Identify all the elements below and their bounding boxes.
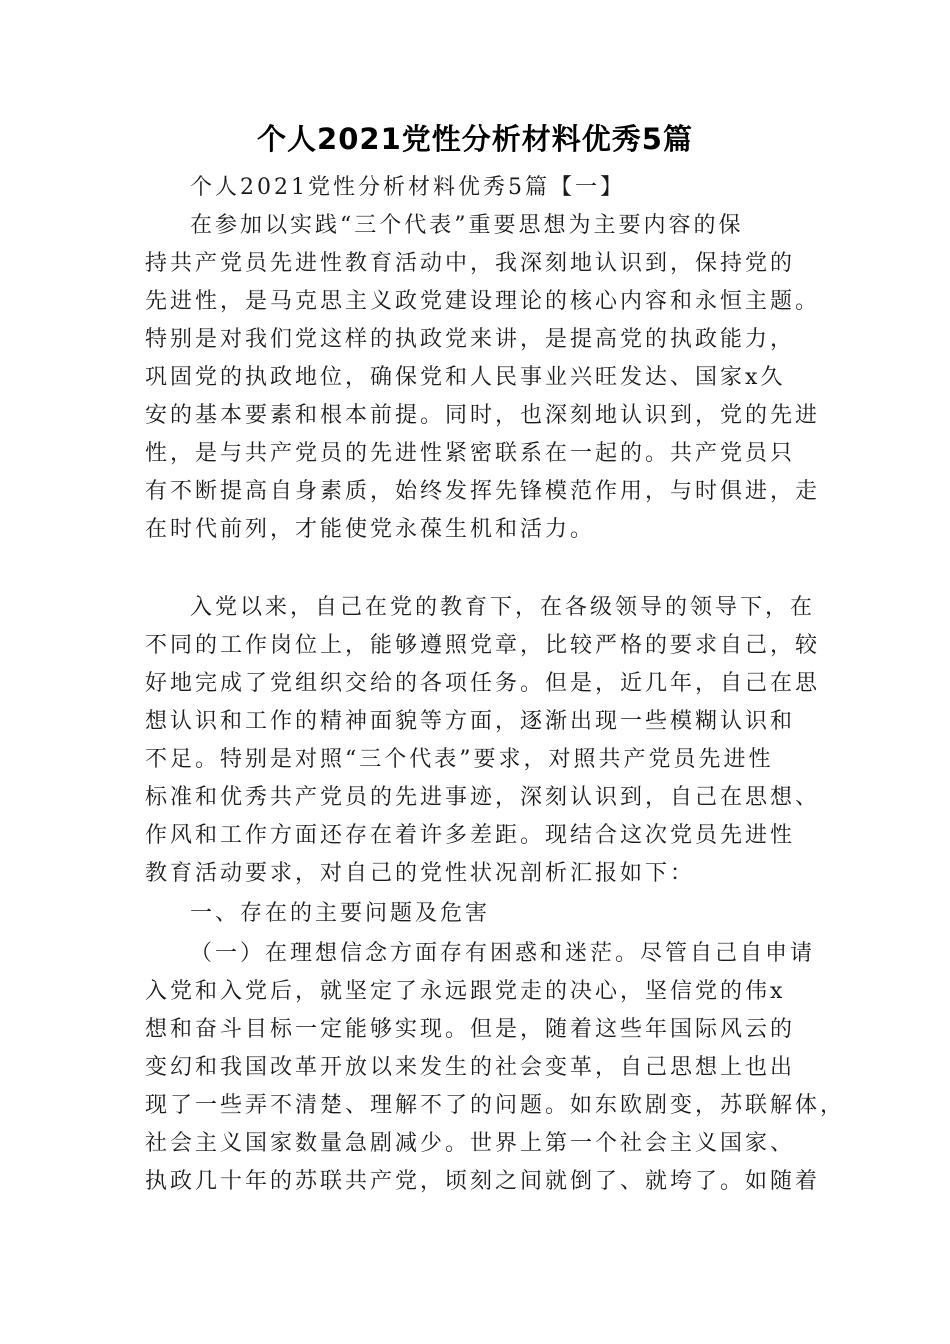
paragraph-line: 持共产党员先进性教育活动中，我深刻地认识到，保持党的: [145, 251, 796, 276]
paragraph-line: 安的基本要素和根本前提。同时，也深刻地认识到，党的先进: [145, 403, 821, 428]
paragraph-line: 不足。特别是对照“三个代表”要求，对照共产党员先进性: [145, 747, 774, 772]
paragraph-line: 先进性，是马克思主义政党建设理论的核心内容和永恒主题。: [145, 289, 821, 314]
paragraph-line: 现了一些弄不清楚、理解不了的问题。如东欧剧变，苏联解体，: [145, 1093, 846, 1118]
paragraph-line: 入党以来，自己在党的教育下，在各级领导的领导下，在: [190, 595, 816, 620]
paragraph-line: 特别是对我们党这样的执政党来讲，是提高党的执政能力，: [145, 327, 796, 352]
paragraph-line: 巩固党的执政地位，确保党和人民事业兴旺发达、国家x久: [145, 365, 786, 390]
paragraph-line: 社会主义国家数量急剧减少。世界上第一个社会主义国家、: [145, 1131, 796, 1156]
paragraph-line: 在参加以实践“三个代表”重要思想为主要内容的保: [190, 213, 744, 238]
paragraph-line: 想和奋斗目标一定能够实现。但是，随着这些年国际风云的: [145, 1017, 796, 1042]
paragraph-line: 有不断提高自身素质，始终发挥先锋模范作用，与时俱进，走: [145, 479, 821, 504]
section-heading: 个人2021党性分析材料优秀5篇【一】: [190, 175, 625, 200]
paragraph-line: （一）在理想信念方面存有困惑和迷茫。尽管自己自申请: [190, 941, 816, 966]
paragraph-line: 想认识和工作的精神面貌等方面，逐渐出现一些模糊认识和: [145, 709, 796, 734]
paragraph-line: 不同的工作岗位上，能够遵照党章，比较严格的要求自己，较: [145, 633, 821, 658]
paragraph-line: 执政几十年的苏联共产党，顷刻之间就倒了、就垮了。如随着: [145, 1169, 821, 1194]
paragraph-line: 好地完成了党组织交给的各项任务。但是，近几年，自己在思: [145, 671, 821, 696]
paragraph-line: 性，是与共产党员的先进性紧密联系在一起的。共产党员只: [145, 441, 796, 466]
paragraph-line: 入党和入党后，就坚定了永远跟党走的决心，坚信党的伟x: [145, 979, 786, 1004]
paragraph-line: 教育活动要求，对自己的党性状况剖析汇报如下：: [145, 861, 696, 886]
paragraph-line: 变幻和我国改革开放以来发生的社会变革，自己思想上也出: [145, 1055, 796, 1080]
document-title: 个人2021党性分析材料优秀5篇: [257, 122, 693, 156]
paragraph-line: 作风和工作方面还存在着许多差距。现结合这次党员先进性: [145, 823, 796, 848]
paragraph-line: 在时代前列，才能使党永葆生机和活力。: [145, 517, 596, 542]
paragraph-line: 标准和优秀共产党员的先进事迹，深刻认识到，自己在思想、: [145, 785, 821, 810]
subsection-heading: 一、存在的主要问题及危害: [190, 901, 491, 926]
